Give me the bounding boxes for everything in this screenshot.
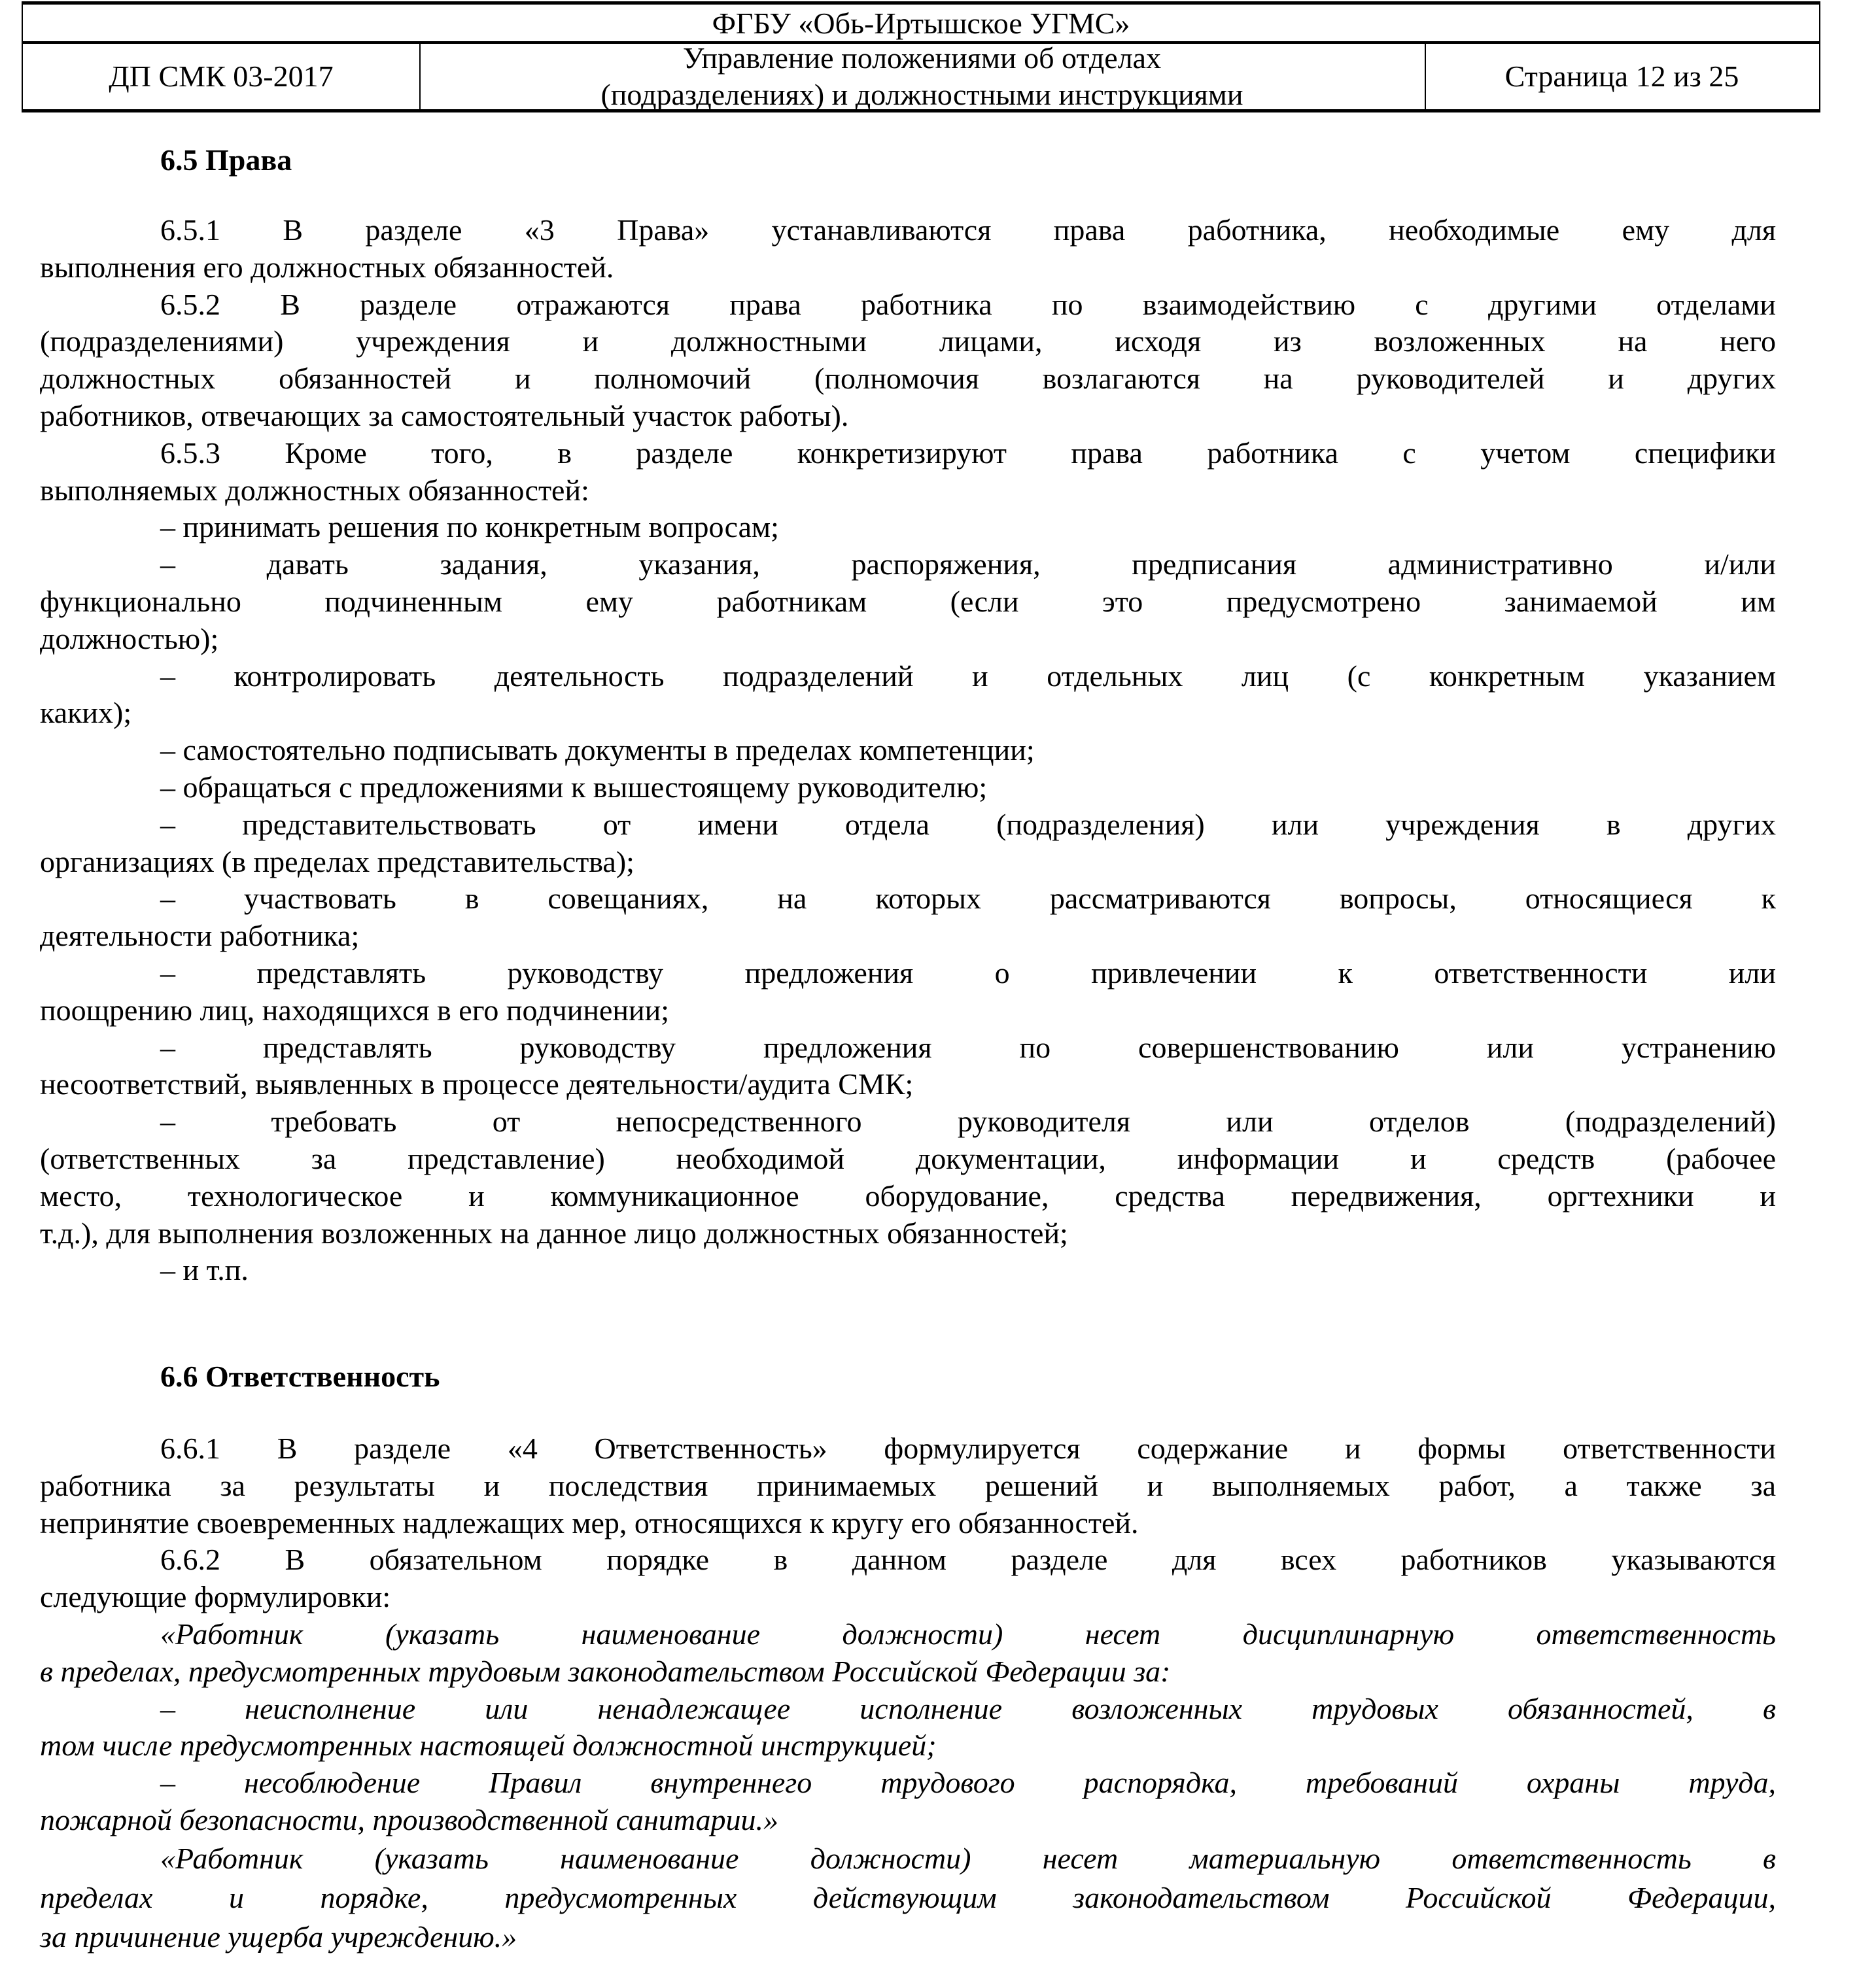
text-line: организациях (в пределах представительства);	[40, 844, 634, 878]
text-line: «Работник (указать наименование должности) несет материальную ответственность в	[160, 1841, 1776, 1875]
text-line: т.д.), для выполнения возложенных на данное лицо должностных обязанностей;	[40, 1216, 1068, 1250]
list-item	[40, 1029, 1776, 1104]
quoted-formulation	[40, 1616, 1776, 1691]
text-line: – контролировать деятельность подразделений и отдельных лиц (с конкретным указанием	[160, 659, 1776, 693]
list-item	[40, 509, 1776, 546]
list-item	[40, 658, 1776, 732]
text-line: поощрению лиц, находящихся в его подчинении;	[40, 993, 670, 1027]
text-line: деятельности работника;	[40, 919, 360, 953]
text-line: 6.5.3 Кроме того, в разделе конкретизируют права работника с учетом специфики	[160, 436, 1776, 470]
text-line: за причинение ущерба учреждению.»	[40, 1919, 517, 1953]
text-line: непринятие своевременных надлежащих мер, относящихся к кругу его обязанностей.	[40, 1506, 1139, 1540]
text-line: работников, отвечающих за самостоятельный участок работы).	[40, 398, 849, 432]
text-line: – давать задания, указания, распоряжения, предписания административно и/или	[160, 547, 1776, 581]
list-item	[40, 806, 1776, 881]
numbered-paragraph	[40, 286, 1776, 435]
numbered-paragraph	[40, 1541, 1776, 1616]
text-line: – и т.п.	[160, 1253, 249, 1287]
text-line: место, технологическое и коммуникационное оборудование, средства передвижения, оргтехники и	[40, 1179, 1776, 1213]
list-item	[40, 1252, 1776, 1289]
organization-name: ФГБУ «Обь-Иртышское УГМС»	[23, 5, 1819, 44]
document-code: ДП СМК 03-2017	[23, 44, 421, 109]
quoted-formulation	[40, 1691, 1776, 1765]
list-item	[40, 769, 1776, 806]
text-line: работника за результаты и последствия принимаемых решений и выполняемых работ, а также за	[40, 1468, 1776, 1502]
document-header-table	[22, 1, 1820, 112]
quoted-formulation	[40, 1839, 1776, 1957]
text-line: – участвовать в совещаниях, на которых рассматриваются вопросы, относящиеся к	[160, 882, 1776, 916]
document-title-line1: Управление положениями об отделах	[682, 41, 1162, 75]
text-line: пределах и порядке, предусмотренных действующим законодательством Российской Федерации,	[40, 1880, 1776, 1914]
page-number: Страница 12 из 25	[1504, 60, 1739, 93]
numbered-paragraph	[40, 435, 1776, 509]
document-title	[419, 41, 1426, 111]
text-line: должностных обязанностей и полномочий (полномочия возлагаются на руководителей и других	[40, 362, 1776, 396]
text-line: – представлять руководству предложения по совершенствованию или устранению	[160, 1030, 1776, 1064]
text-line: – несоблюдение Правил внутреннего трудового распорядка, требований охраны труда,	[160, 1766, 1776, 1800]
list-item	[40, 880, 1776, 955]
text-line: каких);	[40, 696, 132, 730]
text-line: в пределах, предусмотренных трудовым законодательством Российской Федерации за:	[40, 1654, 1171, 1688]
list-item	[40, 955, 1776, 1029]
text-line: – требовать от непосредственного руководителя или отделов (подразделений)	[160, 1105, 1776, 1139]
text-line: – представительствовать от имени отдела (подразделения) или учреждения в других	[160, 807, 1776, 841]
text-line: – обращаться с предложениями к вышестоящему руководителю;	[160, 770, 988, 804]
section-heading-responsibility: 6.6 Ответственность	[160, 1360, 440, 1393]
text-line: (подразделениями) учреждения и должностными лицами, исходя из возложенных на него	[40, 324, 1776, 358]
text-line: 6.5.2 В разделе отражаются права работника по взаимодействию с другими отделами	[160, 287, 1776, 321]
quoted-formulation	[40, 1764, 1776, 1839]
text-line: – неисполнение или ненадлежащее исполнение возложенных трудовых обязанностей, в	[160, 1691, 1776, 1725]
text-line: пожарной безопасности, производственной санитарии.»	[40, 1802, 778, 1836]
section-rights-body	[40, 212, 1776, 1289]
list-item	[40, 1103, 1776, 1252]
numbered-paragraph	[40, 212, 1776, 286]
list-item	[40, 546, 1776, 657]
text-line: – самостоятельно подписывать документы в пределах компетенции;	[160, 733, 1035, 767]
numbered-paragraph	[40, 1430, 1776, 1541]
document-title-line2: (подразделениях) и должностными инструкциями	[600, 78, 1243, 111]
text-line: «Работник (указать наименование должности) несет дисциплинарную ответственность	[160, 1617, 1776, 1651]
text-line: – принимать решения по конкретным вопросам;	[160, 510, 779, 544]
text-line: следующие формулировки:	[40, 1580, 391, 1614]
text-line: том числе предусмотренных настоящей должностной инструкцией;	[40, 1729, 937, 1763]
text-line: должностью);	[40, 621, 219, 655]
section-responsibility-body	[40, 1430, 1776, 1957]
text-line: (ответственных за представление) необходимой документации, информации и средств (рабочее	[40, 1141, 1776, 1175]
text-line: выполняемых должностных обязанностей:	[40, 473, 589, 507]
text-line: функционально подчиненным ему работникам (если это предусмотрено занимаемой им	[40, 584, 1776, 618]
text-line: 6.6.2 В обязательном порядке в данном разделе для всех работников указываются	[160, 1543, 1776, 1577]
text-line: 6.5.1 В разделе «3 Права» устанавливаются права работника, необходимые ему для	[160, 213, 1776, 247]
text-line: выполнения его должностных обязанностей.	[40, 250, 614, 284]
text-line: несоответствий, выявленных в процессе деятельности/аудита СМК;	[40, 1067, 914, 1101]
text-line: – представлять руководству предложения о привлечении к ответственности или	[160, 955, 1776, 990]
list-item	[40, 732, 1776, 769]
text-line: 6.6.1 В разделе «4 Ответственность» формулируется содержание и формы ответственности	[160, 1432, 1776, 1465]
section-heading-rights: 6.5 Права	[160, 143, 292, 177]
